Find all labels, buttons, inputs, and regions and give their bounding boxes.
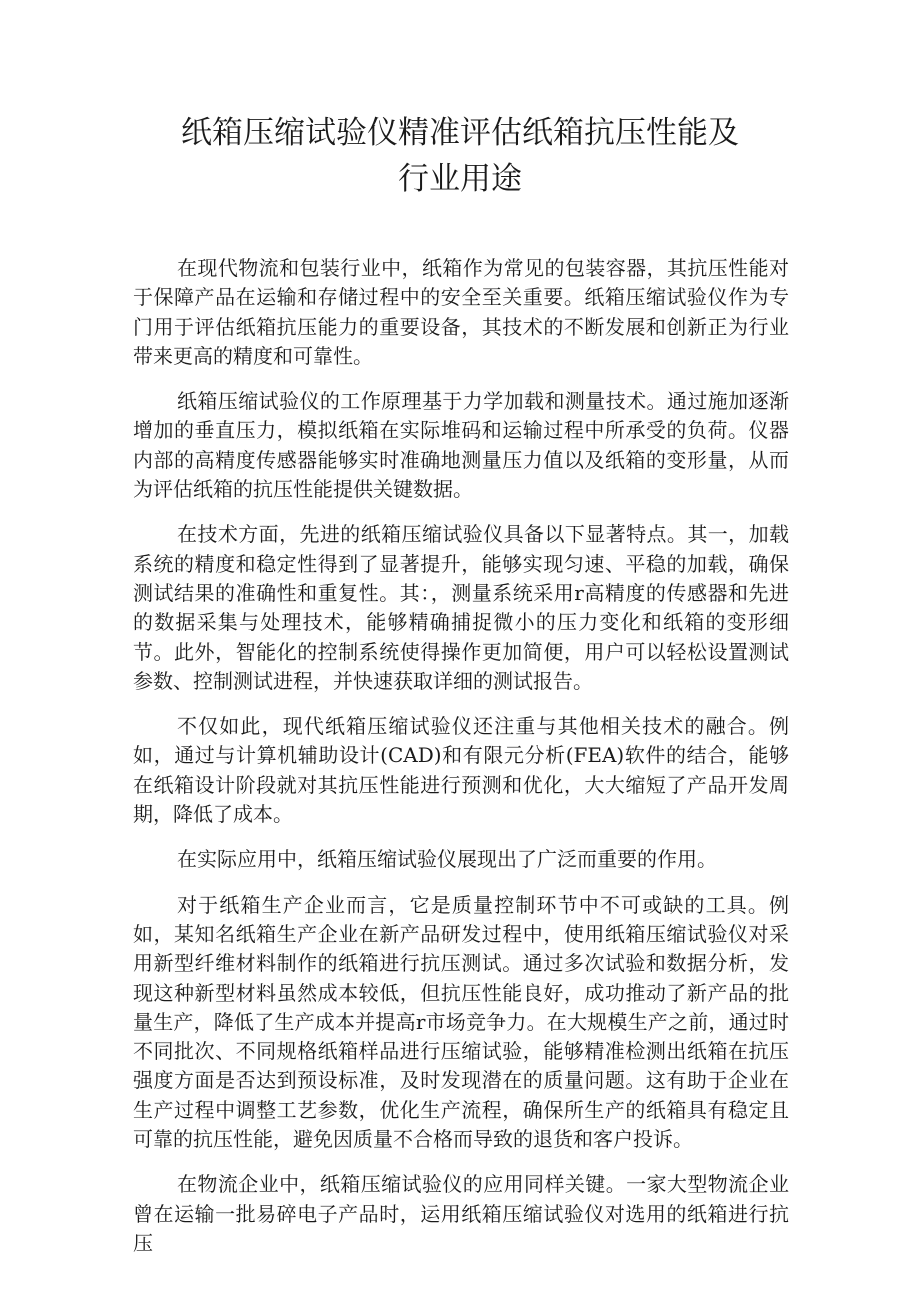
paragraph-3: 在技术方面，先进的纸箱压缩试验仪具备以下显著特点。其一，加载系统的精度和稳定性得到了显著提升，能够实现匀速、平稳的加载，确保测试结果的准确性和重复性。其：，测量系统采用r高精度的传感器和先进的数据采集与处理技术，能够精确捕捉微小的压力变化和纸箱的变形细节。此外，智能化的控制系统使得操作更加简便，用户可以轻松设置测试参数、控制测试进程，并快速获取详细的测试报告。 <box>133 522 789 693</box>
title-line-2: 行业用途 <box>398 161 522 197</box>
paragraph-7: 在物流企业中，纸箱压缩试验仪的应用同样关键。一家大型物流企业曾在运输一批易碎电子产品时，运用纸箱压缩试验仪对选用的纸箱进行抗压 <box>133 1172 789 1255</box>
paragraph-5: 在实际应用中，纸箱压缩试验仪展现出了广泛而重要的作用。 <box>177 847 717 872</box>
paragraph-4: 不仅如此，现代纸箱压缩试验仪还注重与其他相关技术的融合。例如，通过与计算机辅助设计(CAD)和有限元分析(FEA)软件的结合，能够在纸箱设计阶段就对其抗压性能进行预测和优化，大大缩短了产品开发周期，降低了成本。 <box>133 714 789 827</box>
document-body <box>133 254 789 1274</box>
title-line-1: 纸箱压缩试验仪精准评估纸箱抗压性能及 <box>181 115 739 151</box>
document-title <box>130 110 790 202</box>
paragraph-2: 纸箱压缩试验仪的工作原理基于力学加载和测量技术。通过施加逐渐增加的垂直压力，模拟纸箱在实际堆码和运输过程中所承受的负荷。仪器内部的高精度传感器能够实时准确地测量压力值以及纸箱的变形量，从而为评估纸箱的抗压性能提供关键数据。 <box>133 389 789 502</box>
paragraph-6: 对于纸箱生产企业而言，它是质量控制环节中不可或缺的工具。例如，某知名纸箱生产企业在新产品研发过程中，使用纸箱压缩试验仪对采用新型纤维材料制作的纸箱进行抗压测试。通过多次试验和数据分析，发现这种新型材料虽然成本较低，但抗压性能良好，成功推动了新产品的批量生产，降低了生产成本并提高r市场竞争力。在大规模生产之前，通过时不同批次、不同规格纸箱样品进行压缩试验，能够精准检测出纸箱在抗压强度方面是否达到预设标准，及时发现潜在的质量问题。这有助于企业在生产过程中调整工艺参数，优化生产流程，确保所生产的纸箱具有稳定且可靠的抗压性能，避免因质量不合格而导致的退货和客户投诉。 <box>133 892 789 1152</box>
paragraph-1: 在现代物流和包装行业中，纸箱作为常见的包装容器，其抗压性能对于保障产品在运输和存储过程中的安全至关重要。纸箱压缩试验仪作为专门用于评估纸箱抗压能力的重要设备，其技术的不断发展和创新正为行业带来更高的精度和可靠性。 <box>133 256 789 368</box>
